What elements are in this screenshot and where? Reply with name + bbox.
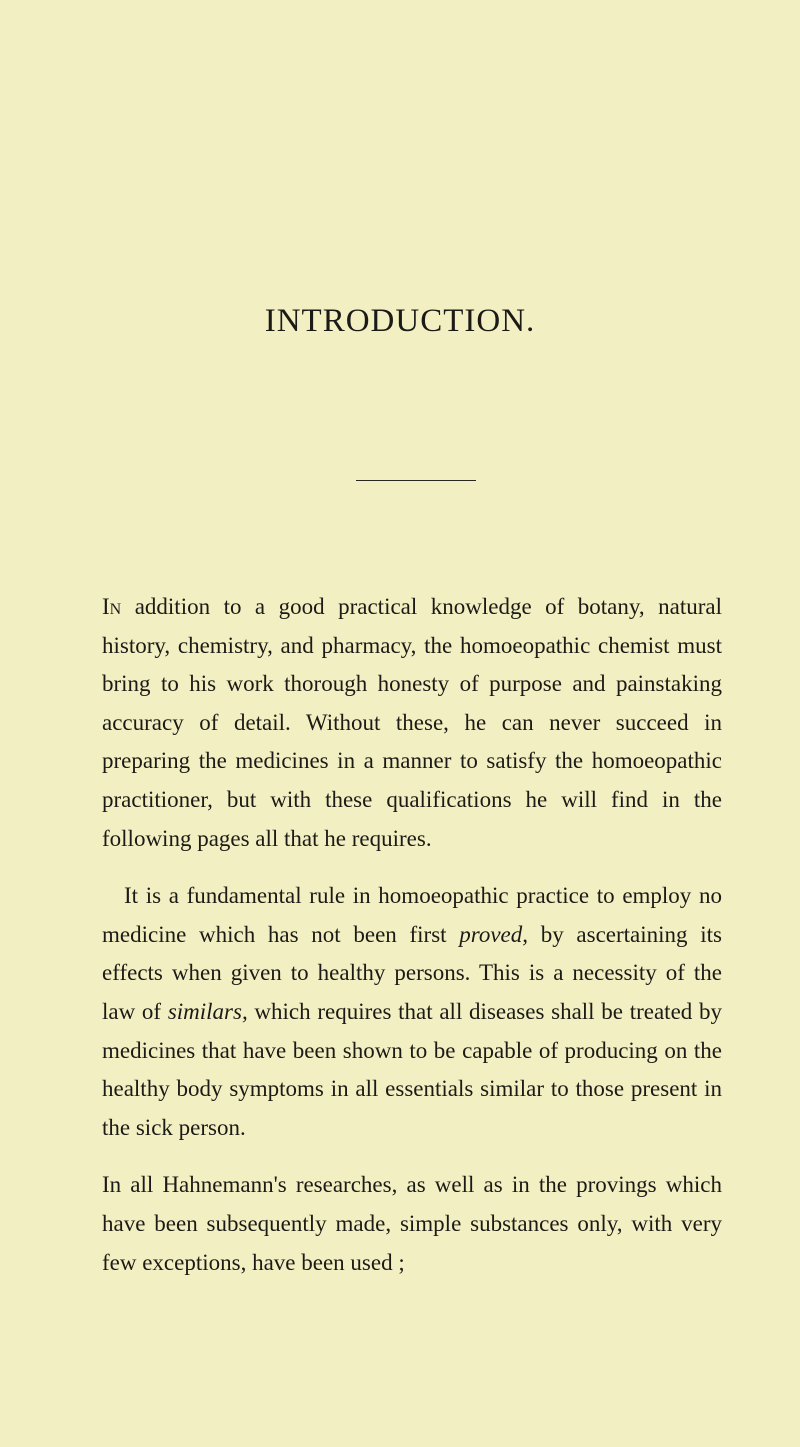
- paragraph-2-emphasis-proved: proved,: [459, 921, 529, 947]
- title-divider: [356, 480, 476, 481]
- paragraph-1-text: addition to a good practical knowledge of botany, natural history, chemistry, and pharmacy, the homoeopathic chemist must bring to his work thorough honesty of purpose and painstaking accuracy of detail. Without these, he can never succeed in preparing the medicines in a manner to satisfy the homoeopathic practitioner, but with these qualifications he will find in the following pages all that he requires.: [102, 594, 722, 851]
- paragraph-2: [102, 877, 722, 1147]
- paragraph-3: [102, 1166, 722, 1282]
- paragraph-2-emphasis-similars: similars,: [167, 998, 248, 1024]
- body-text: [102, 588, 722, 1282]
- paragraph-1-lead: In: [102, 594, 122, 619]
- paragraph-2-text-a: It is a fundamental rule in homoeopathic practice to employ no medicine which has not been first: [102, 883, 722, 947]
- paragraph-1: [102, 588, 722, 858]
- paragraph-2-text-b: by ascertaining its effects when given to healthy persons. This is a necessity of the law of: [102, 921, 722, 1024]
- page-title: INTRODUCTION.: [264, 303, 536, 339]
- paragraph-3-text: In all Hahnemann's researches, as well as in the provings which have been subsequently made, simple substances only, with very few exceptions, have been used ;: [102, 1172, 722, 1275]
- paragraph-2-text-c: which requires that all diseases shall be treated by medicines that have been shown to be capable of producing on the healthy body symptoms in all essentials similar to those present in the sick person.: [102, 998, 723, 1140]
